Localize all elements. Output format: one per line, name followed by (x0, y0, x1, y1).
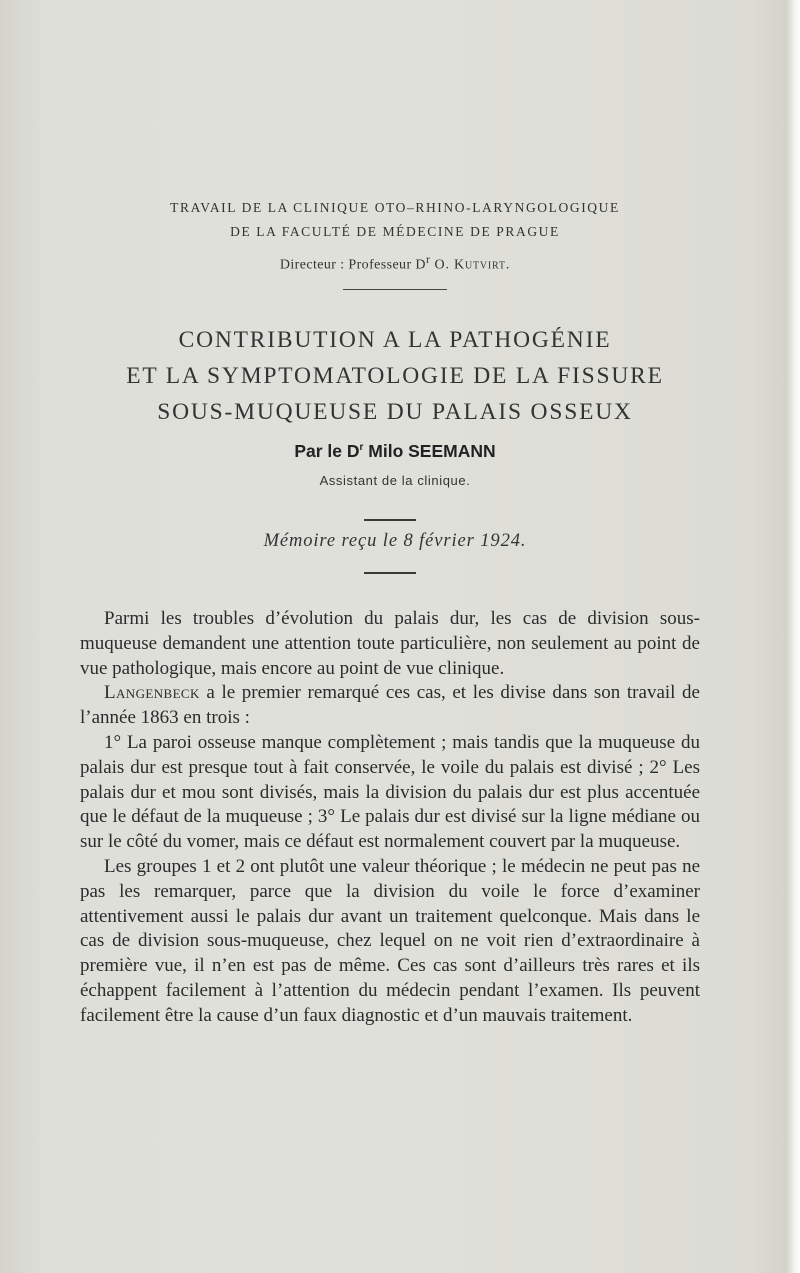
header-divider (343, 289, 447, 290)
director-name: O. Kutvirt. (430, 257, 511, 273)
director-title-sup: r (425, 253, 431, 266)
article-body (80, 607, 700, 1029)
author-role: Assistant de la clinique. (319, 473, 471, 488)
divider-bottom (364, 572, 416, 574)
institution-line-2: DE LA FACULTÉ DE MÉDECINE DE PRAGUE (230, 224, 560, 239)
divider-top (364, 519, 416, 521)
director-label: Directeur : Professeur D (279, 257, 426, 273)
cited-author: Langenbeck (104, 682, 200, 704)
institution-line-1: TRAVAIL DE LA CLINIQUE OTO–RHINO-LARYNGOLOGIQUE (170, 200, 620, 215)
director-line (0, 253, 790, 274)
author-line (0, 441, 790, 462)
paragraph-4: Les groupes 1 et 2 ont plutôt une valeur théorique ; le médecin ne peut pas ne pas les remarquer, parce que la division du voile le force d’examiner attentivement aussi le palais dur avant un traitement quelconque. Mais dans le cas de division sous-muqueuse, chez lequel on ne voit rien d’extraordinaire à première vue, il n’en est pas de même. Ces cas sont d’ailleurs très rares et ils échappent facilement à l’attention du médecin pendant l’examen. Ils peuvent facilement être la cause d’un faux diagnostic et d’un mauvais traitement. (80, 855, 700, 1026)
title-line-2: ET LA SYMPTOMATOLOGIE DE LA FISSURE (126, 363, 664, 389)
paragraph-3: 1° La paroi osseuse manque complètement ; mais tandis que la muqueuse du palais dur est presque tout à fait conservée, le voile du palais est divisé ; 2° Les palais dur et mou sont divisés, mais la division du palais dur est plus accentuée que le défaut de la muqueuse ; 3° Le palais dur est divisé sur la ligne médiane ou sur le côté du vomer, mais ce défaut est normalement couvert par la muqueuse. (80, 731, 700, 853)
author-prefix: Par le D (294, 441, 360, 461)
title-line-3: SOUS-MUQUEUSE DU PALAIS OSSEUX (157, 399, 633, 425)
title-line-1: CONTRIBUTION A LA PATHOGÉNIE (178, 327, 612, 353)
author-title-sup: r (359, 442, 364, 454)
institution-header (0, 196, 790, 290)
paragraph-2-text: a le premier remarqué ces cas, et les divise dans son travail de l’année 1863 en trois : (80, 682, 700, 729)
page-edge (786, 0, 800, 1273)
author-name: Milo SEEMANN (363, 441, 496, 461)
paragraph-2 (80, 681, 700, 731)
paper-title (0, 322, 790, 430)
received-date: Mémoire reçu le 8 février 1924. (263, 531, 527, 551)
paragraph-1: Parmi les troubles d’évolution du palais dur, les cas de division sous-muqueuse demandent une attention toute particulière, non seulement au point de vue pathologique, mais encore au point de vue clinique. (80, 608, 700, 679)
